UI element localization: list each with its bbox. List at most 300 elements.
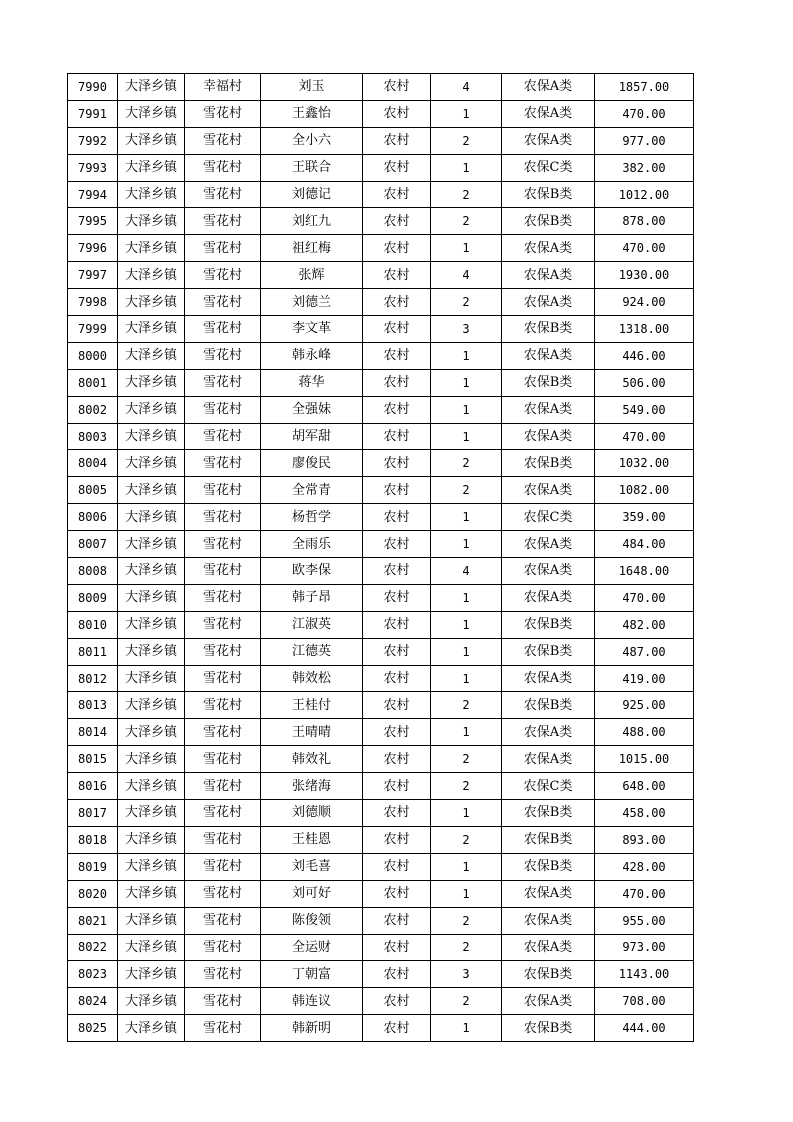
area-type-cell: 农村 <box>363 584 431 611</box>
row-number-cell: 8017 <box>68 800 118 827</box>
name-cell: 刘德兰 <box>261 289 363 316</box>
area-type-cell: 农村 <box>363 961 431 988</box>
row-number-cell: 8007 <box>68 531 118 558</box>
insurance-class-cell: 农保A类 <box>502 342 595 369</box>
name-cell: 祖红梅 <box>261 235 363 262</box>
table-row <box>68 988 694 1015</box>
name-cell: 张绪海 <box>261 773 363 800</box>
table-row <box>68 853 694 880</box>
township-cell: 大泽乡镇 <box>118 719 185 746</box>
amount-cell: 444.00 <box>595 1015 694 1042</box>
township-cell: 大泽乡镇 <box>118 477 185 504</box>
township-cell: 大泽乡镇 <box>118 665 185 692</box>
name-cell: 全常青 <box>261 477 363 504</box>
village-cell: 雪花村 <box>185 423 261 450</box>
table-row <box>68 127 694 154</box>
name-cell: 刘玉 <box>261 74 363 101</box>
table-body <box>68 74 694 1042</box>
amount-cell: 955.00 <box>595 907 694 934</box>
row-number-cell: 8018 <box>68 826 118 853</box>
household-size-cell: 2 <box>431 692 502 719</box>
insurance-class-cell: 农保A类 <box>502 665 595 692</box>
area-type-cell: 农村 <box>363 342 431 369</box>
table-row <box>68 423 694 450</box>
row-number-cell: 8022 <box>68 934 118 961</box>
area-type-cell: 农村 <box>363 369 431 396</box>
village-cell: 雪花村 <box>185 316 261 343</box>
area-type-cell: 农村 <box>363 1015 431 1042</box>
table-row <box>68 154 694 181</box>
insurance-class-cell: 农保B类 <box>502 638 595 665</box>
name-cell: 欧李保 <box>261 558 363 585</box>
village-cell: 雪花村 <box>185 773 261 800</box>
table-row <box>68 880 694 907</box>
insurance-class-cell: 农保A类 <box>502 423 595 450</box>
amount-cell: 973.00 <box>595 934 694 961</box>
amount-cell: 878.00 <box>595 208 694 235</box>
village-cell: 雪花村 <box>185 181 261 208</box>
insurance-class-cell: 农保A类 <box>502 477 595 504</box>
insurance-class-cell: 农保B类 <box>502 369 595 396</box>
insurance-class-cell: 农保B类 <box>502 611 595 638</box>
area-type-cell: 农村 <box>363 611 431 638</box>
household-size-cell: 1 <box>431 584 502 611</box>
household-size-cell: 1 <box>431 853 502 880</box>
household-size-cell: 1 <box>431 531 502 558</box>
insurance-class-cell: 农保C类 <box>502 154 595 181</box>
household-size-cell: 1 <box>431 800 502 827</box>
name-cell: 刘可好 <box>261 880 363 907</box>
village-cell: 雪花村 <box>185 154 261 181</box>
village-cell: 雪花村 <box>185 289 261 316</box>
row-number-cell: 8010 <box>68 611 118 638</box>
table-row <box>68 208 694 235</box>
row-number-cell: 7990 <box>68 74 118 101</box>
table-row <box>68 531 694 558</box>
row-number-cell: 8025 <box>68 1015 118 1042</box>
area-type-cell: 农村 <box>363 880 431 907</box>
amount-cell: 977.00 <box>595 127 694 154</box>
row-number-cell: 8011 <box>68 638 118 665</box>
table-row <box>68 907 694 934</box>
township-cell: 大泽乡镇 <box>118 74 185 101</box>
table-row <box>68 289 694 316</box>
township-cell: 大泽乡镇 <box>118 369 185 396</box>
village-cell: 雪花村 <box>185 934 261 961</box>
amount-cell: 925.00 <box>595 692 694 719</box>
table-row <box>68 235 694 262</box>
area-type-cell: 农村 <box>363 316 431 343</box>
name-cell: 全雨乐 <box>261 531 363 558</box>
amount-cell: 1857.00 <box>595 74 694 101</box>
name-cell: 胡军甜 <box>261 423 363 450</box>
table-row <box>68 477 694 504</box>
insurance-class-cell: 农保A类 <box>502 289 595 316</box>
area-type-cell: 农村 <box>363 934 431 961</box>
village-cell: 雪花村 <box>185 746 261 773</box>
table-row <box>68 558 694 585</box>
village-cell: 雪花村 <box>185 100 261 127</box>
household-size-cell: 2 <box>431 289 502 316</box>
household-size-cell: 1 <box>431 100 502 127</box>
insurance-class-cell: 农保A类 <box>502 127 595 154</box>
township-cell: 大泽乡镇 <box>118 262 185 289</box>
village-cell: 雪花村 <box>185 692 261 719</box>
table-row <box>68 826 694 853</box>
row-number-cell: 7995 <box>68 208 118 235</box>
household-size-cell: 2 <box>431 746 502 773</box>
insurance-class-cell: 农保B类 <box>502 316 595 343</box>
amount-cell: 1015.00 <box>595 746 694 773</box>
household-size-cell: 1 <box>431 235 502 262</box>
table-row <box>68 611 694 638</box>
row-number-cell: 7997 <box>68 262 118 289</box>
area-type-cell: 农村 <box>363 773 431 800</box>
township-cell: 大泽乡镇 <box>118 181 185 208</box>
table-row <box>68 316 694 343</box>
insurance-class-cell: 农保A类 <box>502 746 595 773</box>
amount-cell: 470.00 <box>595 880 694 907</box>
row-number-cell: 8002 <box>68 396 118 423</box>
village-cell: 雪花村 <box>185 558 261 585</box>
row-number-cell: 8004 <box>68 450 118 477</box>
name-cell: 江德英 <box>261 638 363 665</box>
township-cell: 大泽乡镇 <box>118 154 185 181</box>
area-type-cell: 农村 <box>363 504 431 531</box>
household-size-cell: 2 <box>431 127 502 154</box>
village-cell: 雪花村 <box>185 665 261 692</box>
amount-cell: 1930.00 <box>595 262 694 289</box>
name-cell: 韩效松 <box>261 665 363 692</box>
name-cell: 刘德顺 <box>261 800 363 827</box>
township-cell: 大泽乡镇 <box>118 1015 185 1042</box>
area-type-cell: 农村 <box>363 74 431 101</box>
village-cell: 雪花村 <box>185 907 261 934</box>
name-cell: 韩永峰 <box>261 342 363 369</box>
name-cell: 刘毛喜 <box>261 853 363 880</box>
name-cell: 韩连议 <box>261 988 363 1015</box>
row-number-cell: 7991 <box>68 100 118 127</box>
village-cell: 雪花村 <box>185 450 261 477</box>
table-row <box>68 262 694 289</box>
name-cell: 蒋华 <box>261 369 363 396</box>
amount-cell: 382.00 <box>595 154 694 181</box>
area-type-cell: 农村 <box>363 746 431 773</box>
table-row <box>68 800 694 827</box>
township-cell: 大泽乡镇 <box>118 235 185 262</box>
village-cell: 雪花村 <box>185 719 261 746</box>
household-size-cell: 4 <box>431 558 502 585</box>
township-cell: 大泽乡镇 <box>118 100 185 127</box>
table-row <box>68 665 694 692</box>
insurance-class-cell: 农保A类 <box>502 74 595 101</box>
amount-cell: 1318.00 <box>595 316 694 343</box>
village-cell: 雪花村 <box>185 262 261 289</box>
household-size-cell: 1 <box>431 638 502 665</box>
area-type-cell: 农村 <box>363 853 431 880</box>
amount-cell: 419.00 <box>595 665 694 692</box>
table-row <box>68 961 694 988</box>
household-size-cell: 3 <box>431 316 502 343</box>
amount-cell: 1648.00 <box>595 558 694 585</box>
row-number-cell: 7993 <box>68 154 118 181</box>
row-number-cell: 8013 <box>68 692 118 719</box>
household-size-cell: 4 <box>431 74 502 101</box>
amount-cell: 924.00 <box>595 289 694 316</box>
village-cell: 雪花村 <box>185 800 261 827</box>
township-cell: 大泽乡镇 <box>118 450 185 477</box>
area-type-cell: 农村 <box>363 450 431 477</box>
name-cell: 廖俊民 <box>261 450 363 477</box>
area-type-cell: 农村 <box>363 396 431 423</box>
insurance-class-cell: 农保A类 <box>502 396 595 423</box>
row-number-cell: 7996 <box>68 235 118 262</box>
area-type-cell: 农村 <box>363 826 431 853</box>
table-row <box>68 369 694 396</box>
household-size-cell: 2 <box>431 208 502 235</box>
name-cell: 陈俊领 <box>261 907 363 934</box>
area-type-cell: 农村 <box>363 477 431 504</box>
name-cell: 王联合 <box>261 154 363 181</box>
table-row <box>68 773 694 800</box>
name-cell: 王桂恩 <box>261 826 363 853</box>
row-number-cell: 8008 <box>68 558 118 585</box>
name-cell: 韩子昂 <box>261 584 363 611</box>
name-cell: 杨哲学 <box>261 504 363 531</box>
insurance-class-cell: 农保A类 <box>502 934 595 961</box>
area-type-cell: 农村 <box>363 423 431 450</box>
amount-cell: 470.00 <box>595 100 694 127</box>
area-type-cell: 农村 <box>363 558 431 585</box>
amount-cell: 446.00 <box>595 342 694 369</box>
township-cell: 大泽乡镇 <box>118 289 185 316</box>
area-type-cell: 农村 <box>363 665 431 692</box>
table-row <box>68 934 694 961</box>
household-size-cell: 1 <box>431 369 502 396</box>
village-cell: 雪花村 <box>185 342 261 369</box>
township-cell: 大泽乡镇 <box>118 127 185 154</box>
village-cell: 雪花村 <box>185 477 261 504</box>
row-number-cell: 7998 <box>68 289 118 316</box>
amount-cell: 1032.00 <box>595 450 694 477</box>
table-row <box>68 100 694 127</box>
row-number-cell: 8006 <box>68 504 118 531</box>
name-cell: 刘红九 <box>261 208 363 235</box>
township-cell: 大泽乡镇 <box>118 531 185 558</box>
row-number-cell: 8005 <box>68 477 118 504</box>
household-size-cell: 1 <box>431 423 502 450</box>
table-row <box>68 692 694 719</box>
amount-cell: 359.00 <box>595 504 694 531</box>
table-row <box>68 504 694 531</box>
township-cell: 大泽乡镇 <box>118 961 185 988</box>
household-size-cell: 3 <box>431 961 502 988</box>
amount-cell: 708.00 <box>595 988 694 1015</box>
row-number-cell: 8000 <box>68 342 118 369</box>
area-type-cell: 农村 <box>363 800 431 827</box>
village-cell: 雪花村 <box>185 531 261 558</box>
insurance-class-cell: 农保B类 <box>502 450 595 477</box>
amount-cell: 488.00 <box>595 719 694 746</box>
household-size-cell: 1 <box>431 665 502 692</box>
insurance-class-cell: 农保B类 <box>502 181 595 208</box>
household-size-cell: 1 <box>431 719 502 746</box>
table-row <box>68 719 694 746</box>
amount-cell: 458.00 <box>595 800 694 827</box>
insurance-class-cell: 农保C类 <box>502 773 595 800</box>
township-cell: 大泽乡镇 <box>118 692 185 719</box>
household-size-cell: 2 <box>431 907 502 934</box>
area-type-cell: 农村 <box>363 262 431 289</box>
name-cell: 刘德记 <box>261 181 363 208</box>
insurance-class-cell: 农保B类 <box>502 853 595 880</box>
household-size-cell: 4 <box>431 262 502 289</box>
amount-cell: 1012.00 <box>595 181 694 208</box>
insurance-class-cell: 农保C类 <box>502 504 595 531</box>
household-size-cell: 1 <box>431 504 502 531</box>
amount-cell: 482.00 <box>595 611 694 638</box>
table-row <box>68 74 694 101</box>
name-cell: 全小六 <box>261 127 363 154</box>
insurance-class-cell: 农保A类 <box>502 988 595 1015</box>
township-cell: 大泽乡镇 <box>118 638 185 665</box>
amount-cell: 1082.00 <box>595 477 694 504</box>
amount-cell: 506.00 <box>595 369 694 396</box>
row-number-cell: 8014 <box>68 719 118 746</box>
row-number-cell: 7999 <box>68 316 118 343</box>
household-size-cell: 1 <box>431 154 502 181</box>
village-cell: 雪花村 <box>185 127 261 154</box>
household-size-cell: 1 <box>431 1015 502 1042</box>
insurance-class-cell: 农保A类 <box>502 531 595 558</box>
name-cell: 韩新明 <box>261 1015 363 1042</box>
amount-cell: 428.00 <box>595 853 694 880</box>
village-cell: 雪花村 <box>185 235 261 262</box>
table-row <box>68 638 694 665</box>
amount-cell: 470.00 <box>595 235 694 262</box>
amount-cell: 470.00 <box>595 584 694 611</box>
insurance-class-cell: 农保B类 <box>502 800 595 827</box>
village-cell: 雪花村 <box>185 208 261 235</box>
name-cell: 韩效礼 <box>261 746 363 773</box>
name-cell: 丁朝富 <box>261 961 363 988</box>
township-cell: 大泽乡镇 <box>118 773 185 800</box>
amount-cell: 893.00 <box>595 826 694 853</box>
village-cell: 雪花村 <box>185 988 261 1015</box>
insurance-class-cell: 农保B类 <box>502 826 595 853</box>
amount-cell: 648.00 <box>595 773 694 800</box>
insurance-class-cell: 农保B类 <box>502 961 595 988</box>
row-number-cell: 7992 <box>68 127 118 154</box>
table-row <box>68 746 694 773</box>
household-size-cell: 2 <box>431 988 502 1015</box>
insurance-class-cell: 农保A类 <box>502 880 595 907</box>
row-number-cell: 8012 <box>68 665 118 692</box>
area-type-cell: 农村 <box>363 907 431 934</box>
household-size-cell: 2 <box>431 773 502 800</box>
table-row <box>68 181 694 208</box>
township-cell: 大泽乡镇 <box>118 800 185 827</box>
village-cell: 雪花村 <box>185 584 261 611</box>
village-cell: 雪花村 <box>185 826 261 853</box>
name-cell: 江淑英 <box>261 611 363 638</box>
amount-cell: 487.00 <box>595 638 694 665</box>
name-cell: 王桂付 <box>261 692 363 719</box>
row-number-cell: 8016 <box>68 773 118 800</box>
data-table <box>67 73 694 1042</box>
village-cell: 雪花村 <box>185 961 261 988</box>
row-number-cell: 8001 <box>68 369 118 396</box>
area-type-cell: 农村 <box>363 692 431 719</box>
insurance-class-cell: 农保A类 <box>502 235 595 262</box>
township-cell: 大泽乡镇 <box>118 934 185 961</box>
village-cell: 雪花村 <box>185 611 261 638</box>
area-type-cell: 农村 <box>363 719 431 746</box>
insurance-class-cell: 农保A类 <box>502 100 595 127</box>
township-cell: 大泽乡镇 <box>118 853 185 880</box>
village-cell: 雪花村 <box>185 1015 261 1042</box>
township-cell: 大泽乡镇 <box>118 208 185 235</box>
township-cell: 大泽乡镇 <box>118 396 185 423</box>
village-cell: 雪花村 <box>185 880 261 907</box>
household-size-cell: 1 <box>431 342 502 369</box>
insurance-class-cell: 农保A类 <box>502 907 595 934</box>
name-cell: 王鑫怡 <box>261 100 363 127</box>
township-cell: 大泽乡镇 <box>118 988 185 1015</box>
village-cell: 幸福村 <box>185 74 261 101</box>
township-cell: 大泽乡镇 <box>118 907 185 934</box>
household-size-cell: 2 <box>431 450 502 477</box>
row-number-cell: 8024 <box>68 988 118 1015</box>
row-number-cell: 8021 <box>68 907 118 934</box>
area-type-cell: 农村 <box>363 638 431 665</box>
township-cell: 大泽乡镇 <box>118 558 185 585</box>
insurance-class-cell: 农保B类 <box>502 208 595 235</box>
area-type-cell: 农村 <box>363 127 431 154</box>
row-number-cell: 8019 <box>68 853 118 880</box>
village-cell: 雪花村 <box>185 369 261 396</box>
township-cell: 大泽乡镇 <box>118 584 185 611</box>
table-row <box>68 584 694 611</box>
row-number-cell: 8023 <box>68 961 118 988</box>
row-number-cell: 8009 <box>68 584 118 611</box>
row-number-cell: 8003 <box>68 423 118 450</box>
township-cell: 大泽乡镇 <box>118 880 185 907</box>
township-cell: 大泽乡镇 <box>118 316 185 343</box>
amount-cell: 470.00 <box>595 423 694 450</box>
area-type-cell: 农村 <box>363 235 431 262</box>
household-size-cell: 1 <box>431 880 502 907</box>
household-size-cell: 1 <box>431 396 502 423</box>
amount-cell: 484.00 <box>595 531 694 558</box>
name-cell: 王晴晴 <box>261 719 363 746</box>
area-type-cell: 农村 <box>363 100 431 127</box>
household-size-cell: 2 <box>431 826 502 853</box>
insurance-class-cell: 农保A类 <box>502 262 595 289</box>
table-row <box>68 396 694 423</box>
table-row <box>68 1015 694 1042</box>
amount-cell: 1143.00 <box>595 961 694 988</box>
name-cell: 全运财 <box>261 934 363 961</box>
insurance-class-cell: 农保A类 <box>502 558 595 585</box>
row-number-cell: 8015 <box>68 746 118 773</box>
township-cell: 大泽乡镇 <box>118 826 185 853</box>
township-cell: 大泽乡镇 <box>118 423 185 450</box>
household-size-cell: 1 <box>431 611 502 638</box>
insurance-class-cell: 农保A类 <box>502 719 595 746</box>
township-cell: 大泽乡镇 <box>118 746 185 773</box>
township-cell: 大泽乡镇 <box>118 611 185 638</box>
